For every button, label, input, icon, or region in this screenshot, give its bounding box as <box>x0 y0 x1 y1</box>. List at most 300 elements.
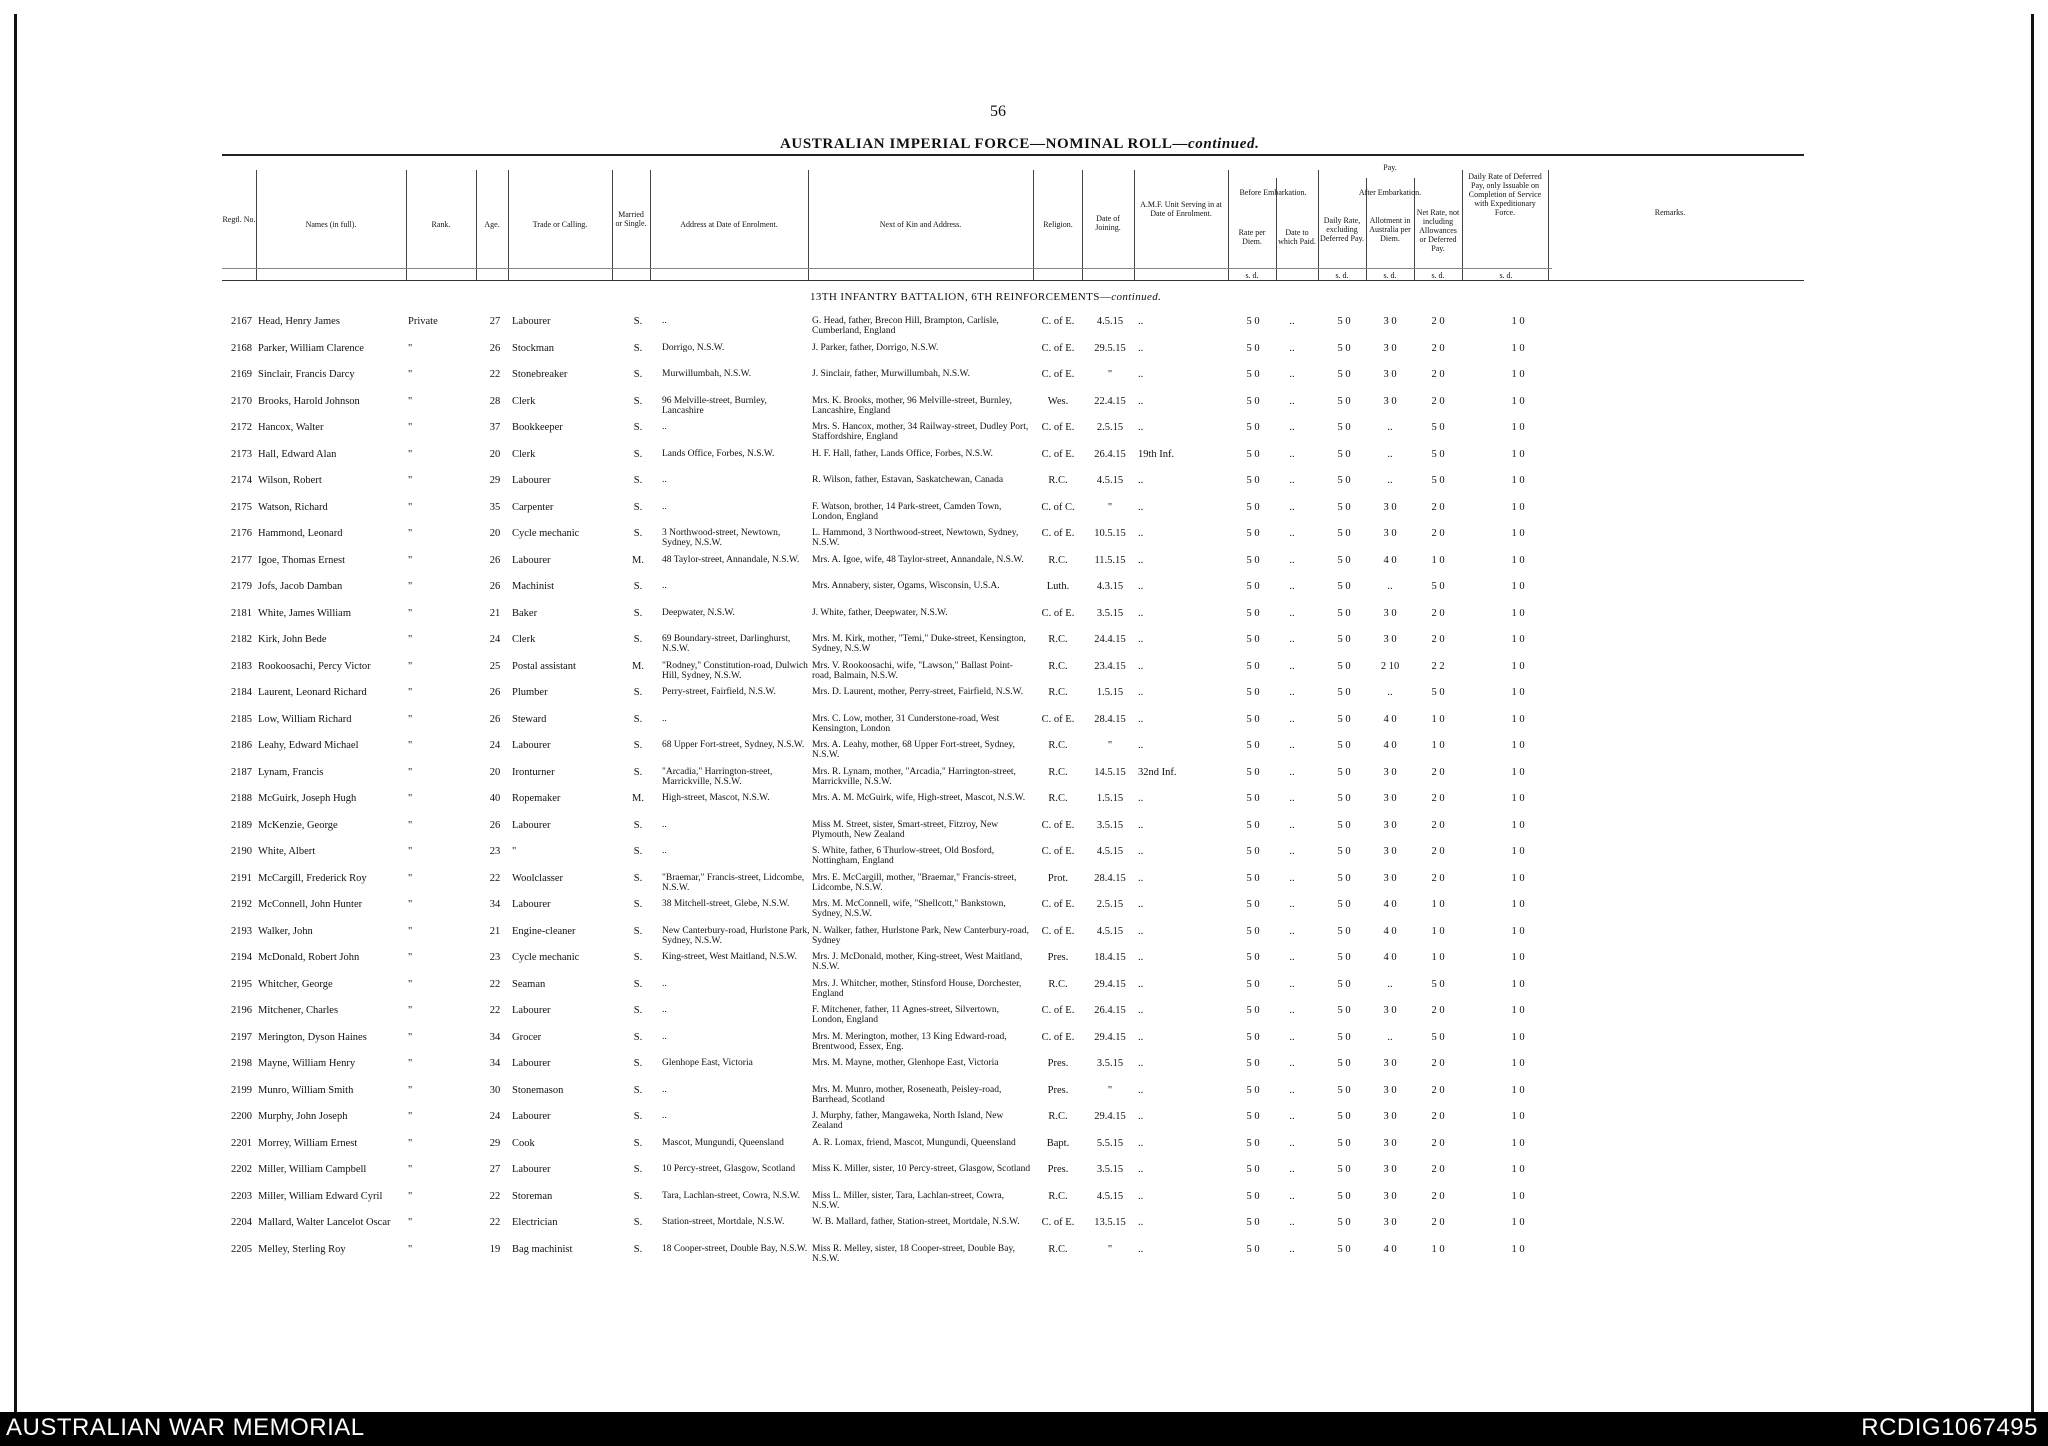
cell-rate-per-diem: 5 0 <box>1246 846 1260 857</box>
cell-trade: Stockman <box>512 342 554 354</box>
cell-religion: R.C. <box>1048 660 1068 672</box>
cell-trade: Engine-cleaner <box>512 925 576 937</box>
cell-daily-rate: 5 0 <box>1337 422 1351 433</box>
cell-age: 22 <box>489 1005 501 1016</box>
cell-trade: Ironturner <box>512 766 555 778</box>
cell-date-paid: .. <box>1289 952 1295 963</box>
cell-next-of-kin: G. Head, father, Brecon Hill, Brampton, Carlisle, Cumberland, England <box>812 316 999 336</box>
cell-deferred-rate: 1 0 <box>1511 501 1525 513</box>
cell-religion: R.C. <box>1048 766 1068 778</box>
cell-deferred-rate: 1 0 <box>1511 316 1525 327</box>
cell-allotment: .. <box>1387 687 1393 698</box>
table-row <box>0 475 2048 501</box>
cell-net-rate: 1 0 <box>1431 554 1445 566</box>
header-after-embarkation: After Embarkation. <box>1358 188 1422 197</box>
cell-religion: C. of E. <box>1041 1217 1075 1228</box>
cell-age: 26 <box>489 687 501 698</box>
cell-soldier-name: Igoe, Thomas Ernest <box>258 554 345 566</box>
column-divider <box>1033 170 1034 280</box>
cell-married-status: S. <box>633 740 643 751</box>
cell-next-of-kin: W. B. Mallard, father, Station-street, Mortdale, N.S.W. <box>812 1217 1020 1227</box>
cell-amf-unit: .. <box>1138 925 1144 937</box>
cell-enrolment-address: .. <box>662 581 667 591</box>
cell-net-rate: 2 0 <box>1431 607 1445 619</box>
header-regtl-no: Regtl. No. <box>222 215 256 224</box>
cell-rate-per-diem: 5 0 <box>1246 342 1260 354</box>
cell-amf-unit: .. <box>1138 395 1144 407</box>
cell-rate-per-diem: 5 0 <box>1246 501 1260 513</box>
cell-soldier-name: Jofs, Jacob Damban <box>258 581 343 592</box>
cell-rate-per-diem: 5 0 <box>1246 554 1260 566</box>
cell-religion: R.C. <box>1048 1111 1068 1122</box>
cell-rank: " <box>408 369 413 380</box>
cell-regtl-no: 2184 <box>231 687 252 698</box>
cell-rate-per-diem: 5 0 <box>1246 1190 1260 1202</box>
cell-date-paid: .. <box>1289 819 1295 831</box>
cell-amf-unit: .. <box>1138 713 1144 725</box>
cell-rate-per-diem: 5 0 <box>1246 766 1260 778</box>
cell-age: 28 <box>489 395 501 407</box>
cell-net-rate: 2 0 <box>1431 342 1445 354</box>
cell-date-joining: " <box>1107 369 1113 380</box>
cell-trade: Labourer <box>512 1058 551 1069</box>
table-row <box>0 634 2048 660</box>
cell-daily-rate: 5 0 <box>1337 819 1351 831</box>
cell-regtl-no: 2176 <box>231 528 252 539</box>
cell-enrolment-address: Deepwater, N.S.W. <box>662 607 735 618</box>
cell-trade: Labourer <box>512 740 551 751</box>
cell-date-joining: 28.4.15 <box>1094 872 1126 884</box>
cell-rank: " <box>408 1031 413 1043</box>
cell-daily-rate: 5 0 <box>1337 501 1351 513</box>
cell-daily-rate: 5 0 <box>1337 766 1351 778</box>
cell-date-joining: 14.5.15 <box>1094 766 1126 778</box>
cell-regtl-no: 2170 <box>231 395 252 407</box>
table-row <box>0 1005 2048 1031</box>
cell-regtl-no: 2174 <box>231 475 252 486</box>
cell-amf-unit: .. <box>1138 952 1144 963</box>
cell-date-joining: 22.4.15 <box>1094 395 1126 407</box>
cell-age: 24 <box>489 1111 501 1122</box>
cell-regtl-no: 2193 <box>231 925 252 937</box>
column-divider <box>612 170 613 280</box>
cell-allotment: .. <box>1387 978 1393 990</box>
cell-daily-rate: 5 0 <box>1337 793 1351 804</box>
cell-deferred-rate: 1 0 <box>1511 1111 1525 1122</box>
header-address: Address at Date of Enrolment. <box>680 220 778 229</box>
cell-amf-unit: .. <box>1138 1005 1144 1016</box>
cell-soldier-name: Hancox, Walter <box>258 422 324 433</box>
cell-date-joining: 3.5.15 <box>1096 819 1124 831</box>
cell-date-paid: .. <box>1289 713 1295 725</box>
table-row <box>0 1111 2048 1137</box>
cell-rank: " <box>408 1058 413 1069</box>
cell-date-joining: 29.4.15 <box>1094 1111 1126 1122</box>
cell-amf-unit: .. <box>1138 501 1144 513</box>
cell-regtl-no: 2190 <box>231 846 252 857</box>
header-date-paid: Date to which Paid. <box>1278 228 1316 246</box>
cell-date-paid: .. <box>1289 740 1295 751</box>
cell-regtl-no: 2185 <box>231 713 252 725</box>
cell-religion: R.C. <box>1048 634 1068 645</box>
cell-trade: Postal assistant <box>512 660 576 672</box>
cell-rate-per-diem: 5 0 <box>1246 740 1260 751</box>
cell-amf-unit: .. <box>1138 607 1144 619</box>
cell-rate-per-diem: 5 0 <box>1246 581 1260 592</box>
cell-daily-rate: 5 0 <box>1337 581 1351 592</box>
cell-deferred-rate: 1 0 <box>1511 554 1525 566</box>
cell-allotment: 3 0 <box>1383 1164 1397 1175</box>
cell-deferred-rate: 1 0 <box>1511 634 1525 645</box>
cell-date-joining: 4.5.15 <box>1096 475 1124 486</box>
cell-net-rate: 2 0 <box>1431 1005 1445 1016</box>
table-row <box>0 369 2048 395</box>
table-row <box>0 767 2048 793</box>
cell-net-rate: 2 0 <box>1431 395 1445 407</box>
cell-soldier-name: Mayne, William Henry <box>258 1058 356 1069</box>
cell-enrolment-address: .. <box>662 501 667 512</box>
cell-age: 20 <box>489 528 501 539</box>
cell-next-of-kin: Mrs. E. McCargill, mother, "Braemar," Francis-street, Lidcombe, N.S.W. <box>812 872 1017 893</box>
cell-allotment: 4 0 <box>1383 554 1397 566</box>
cell-soldier-name: Miller, William Edward Cyril <box>258 1190 383 1202</box>
cell-rate-per-diem: 5 0 <box>1246 872 1260 884</box>
cell-next-of-kin: Mrs. R. Lynam, mother, "Arcadia," Harrington-street, Marrickville, N.S.W. <box>812 766 1016 787</box>
cell-daily-rate: 5 0 <box>1337 1031 1351 1043</box>
unit-sd: s. d. <box>1245 271 1259 280</box>
cell-soldier-name: Munro, William Smith <box>258 1084 354 1096</box>
cell-enrolment-address: Glenhope East, Victoria <box>662 1058 753 1068</box>
cell-allotment: 4 0 <box>1383 952 1397 963</box>
cell-enrolment-address: 3 Northwood-street, Newtown, Sydney, N.S.W. <box>662 528 781 548</box>
cell-religion: Pres. <box>1047 1164 1069 1175</box>
cell-daily-rate: 5 0 <box>1337 660 1351 672</box>
cell-religion: Bapt. <box>1046 1137 1070 1149</box>
cell-date-paid: .. <box>1289 766 1295 778</box>
cell-married-status: S. <box>633 607 643 619</box>
cell-deferred-rate: 1 0 <box>1511 925 1525 937</box>
cell-date-joining: " <box>1107 740 1113 751</box>
cell-rank: " <box>408 793 413 804</box>
cell-allotment: 4 0 <box>1383 899 1397 910</box>
cell-trade: Electrician <box>512 1217 558 1228</box>
cell-enrolment-address: .. <box>662 1031 667 1042</box>
cell-trade: Grocer <box>512 1031 542 1043</box>
cell-age: 20 <box>489 448 501 460</box>
cell-trade: Seaman <box>512 978 546 990</box>
unit-sd: s. d. <box>1383 271 1397 280</box>
cell-rate-per-diem: 5 0 <box>1246 978 1260 990</box>
cell-married-status: S. <box>633 978 643 990</box>
cell-age: 26 <box>489 713 501 725</box>
cell-amf-unit: .. <box>1138 422 1144 433</box>
cell-allotment: 3 0 <box>1383 1190 1397 1202</box>
cell-regtl-no: 2205 <box>231 1243 252 1255</box>
cell-net-rate: 1 0 <box>1431 740 1445 751</box>
cell-rank: " <box>408 581 413 592</box>
cell-amf-unit: .. <box>1138 793 1144 804</box>
cell-net-rate: 5 0 <box>1431 581 1445 592</box>
cell-enrolment-address: Station-street, Mortdale, N.S.W. <box>662 1217 785 1227</box>
cell-trade: Woolclasser <box>512 872 564 884</box>
cell-religion: C. of E. <box>1041 899 1075 910</box>
cell-rank: " <box>408 528 413 539</box>
cell-religion: C. of E. <box>1041 1005 1075 1016</box>
cell-daily-rate: 5 0 <box>1337 475 1351 486</box>
cell-daily-rate: 5 0 <box>1337 1164 1351 1175</box>
cell-date-paid: .. <box>1289 554 1295 566</box>
cell-next-of-kin: Mrs. S. Hancox, mother, 34 Railway-street, Dudley Port, Staffordshire, England <box>812 422 1029 442</box>
cell-date-paid: .. <box>1289 395 1295 407</box>
cell-married-status: S. <box>633 766 643 778</box>
cell-enrolment-address: King-street, West Maitland, N.S.W. <box>662 952 797 962</box>
cell-next-of-kin: Mrs. M. McConnell, wife, "Shellcott," Bankstown, Sydney, N.S.W. <box>812 899 1006 919</box>
cell-allotment: .. <box>1387 422 1393 433</box>
cell-allotment: 3 0 <box>1383 1058 1397 1069</box>
cell-enrolment-address: 68 Upper Fort-street, Sydney, N.S.W. <box>662 740 805 750</box>
cell-deferred-rate: 1 0 <box>1511 395 1525 407</box>
cell-age: 26 <box>489 554 501 566</box>
cell-age: 21 <box>489 607 501 619</box>
cell-net-rate: 2 0 <box>1431 793 1445 804</box>
cell-enrolment-address: .. <box>662 846 667 856</box>
cell-date-joining: 29.5.15 <box>1094 342 1126 354</box>
cell-deferred-rate: 1 0 <box>1511 872 1525 884</box>
cell-soldier-name: McKenzie, George <box>258 819 338 831</box>
cell-date-joining: 3.5.15 <box>1096 1164 1124 1175</box>
cell-date-joining: 11.5.15 <box>1094 554 1126 566</box>
cell-soldier-name: Brooks, Harold Johnson <box>258 395 360 407</box>
cell-daily-rate: 5 0 <box>1337 1137 1351 1149</box>
cell-date-joining: 1.5.15 <box>1096 687 1124 698</box>
cell-net-rate: 2 0 <box>1431 872 1445 884</box>
column-divider <box>508 170 509 280</box>
cell-soldier-name: Murphy, John Joseph <box>258 1111 348 1122</box>
cell-next-of-kin: F. Mitchener, father, 11 Agnes-street, Silvertown, London, England <box>812 1005 1000 1025</box>
cell-enrolment-address: "Arcadia," Harrington-street, Marrickville, N.S.W. <box>662 766 773 787</box>
cell-date-paid: .. <box>1289 501 1295 513</box>
cell-amf-unit: .. <box>1138 1243 1144 1255</box>
cell-married-status: S. <box>633 687 643 698</box>
header-allotment: Allotment in Australia per Diem. <box>1369 216 1411 243</box>
cell-amf-unit: .. <box>1138 342 1144 354</box>
cell-married-status: S. <box>633 448 643 460</box>
header-daily-rate: Daily Rate, excluding Deferred Pay. <box>1320 216 1364 243</box>
cell-age: 40 <box>489 793 501 804</box>
cell-allotment: 3 0 <box>1383 1084 1397 1096</box>
cell-rate-per-diem: 5 0 <box>1246 713 1260 725</box>
cell-enrolment-address: 69 Boundary-street, Darlinghurst, N.S.W. <box>662 634 791 654</box>
cell-date-joining: " <box>1107 1243 1113 1255</box>
column-divider <box>1318 170 1319 280</box>
cell-regtl-no: 2167 <box>231 316 252 327</box>
cell-date-joining: 29.4.15 <box>1094 1031 1126 1043</box>
cell-date-paid: .. <box>1289 528 1295 539</box>
cell-date-paid: .. <box>1289 687 1295 698</box>
cell-daily-rate: 5 0 <box>1337 634 1351 645</box>
cell-married-status: S. <box>633 581 643 592</box>
table-row <box>0 581 2048 607</box>
cell-religion: R.C. <box>1048 978 1068 990</box>
cell-rate-per-diem: 5 0 <box>1246 475 1260 486</box>
cell-allotment: 3 0 <box>1383 1217 1397 1228</box>
cell-rank: " <box>408 422 413 433</box>
cell-rank: " <box>408 899 413 910</box>
cell-soldier-name: Walker, John <box>258 925 313 937</box>
cell-next-of-kin: L. Hammond, 3 Northwood-street, Newtown, Sydney, N.S.W. <box>812 528 1019 548</box>
page-title-continued: continued. <box>1188 136 1260 152</box>
table-row <box>0 1164 2048 1190</box>
cell-date-joining: 29.4.15 <box>1094 978 1126 990</box>
cell-rank: " <box>408 1243 413 1255</box>
cell-deferred-rate: 1 0 <box>1511 846 1525 857</box>
cell-date-paid: .. <box>1289 846 1295 857</box>
cell-date-joining: 1.5.15 <box>1096 793 1124 804</box>
cell-deferred-rate: 1 0 <box>1511 1031 1525 1043</box>
cell-married-status: S. <box>633 1137 643 1149</box>
cell-regtl-no: 2191 <box>231 872 252 884</box>
cell-allotment: 3 0 <box>1383 819 1397 831</box>
section-heading-continued: continued. <box>1111 291 1162 303</box>
cell-rank: " <box>408 713 413 725</box>
cell-daily-rate: 5 0 <box>1337 554 1351 566</box>
table-row <box>0 1191 2048 1217</box>
cell-deferred-rate: 1 0 <box>1511 475 1525 486</box>
cell-age: 21 <box>489 925 501 937</box>
cell-next-of-kin: Mrs. A. Leahy, mother, 68 Upper Fort-street, Sydney, N.S.W. <box>812 740 1015 760</box>
cell-enrolment-address: High-street, Mascot, N.S.W. <box>662 793 770 803</box>
cell-amf-unit: .. <box>1138 1137 1144 1149</box>
cell-married-status: S. <box>633 316 643 327</box>
cell-enrolment-address: 96 Melville-street, Burnley, Lancashire <box>662 395 767 416</box>
cell-married-status: S. <box>633 1190 643 1202</box>
cell-married-status: S. <box>633 872 643 884</box>
cell-date-paid: .. <box>1289 1031 1295 1043</box>
cell-enrolment-address: Tara, Lachlan-street, Cowra, N.S.W. <box>662 1190 801 1201</box>
cell-married-status: S. <box>633 713 643 725</box>
cell-allotment: 3 0 <box>1383 634 1397 645</box>
cell-rate-per-diem: 5 0 <box>1246 1084 1260 1096</box>
cell-allotment: 3 0 <box>1383 766 1397 778</box>
header-next-of-kin: Next of Kin and Address. <box>879 220 962 229</box>
table-row <box>0 502 2048 528</box>
cell-deferred-rate: 1 0 <box>1511 952 1525 963</box>
cell-trade: Steward <box>512 713 547 725</box>
cell-date-joining: " <box>1107 1084 1113 1096</box>
cell-daily-rate: 5 0 <box>1337 607 1351 619</box>
cell-date-joining: 2.5.15 <box>1096 899 1124 910</box>
cell-date-paid: .. <box>1289 1217 1295 1228</box>
table-row <box>0 873 2048 899</box>
cell-daily-rate: 5 0 <box>1337 395 1351 407</box>
cell-amf-unit: .. <box>1138 978 1144 990</box>
cell-soldier-name: Lynam, Francis <box>258 766 324 778</box>
cell-rate-per-diem: 5 0 <box>1246 1111 1260 1122</box>
cell-rank: " <box>408 872 413 884</box>
cell-soldier-name: Whitcher, George <box>258 978 333 990</box>
cell-soldier-name: Low, William Richard <box>258 713 352 725</box>
cell-rate-per-diem: 5 0 <box>1246 1031 1260 1043</box>
cell-net-rate: 1 0 <box>1431 713 1445 725</box>
cell-date-joining: 4.3.15 <box>1096 581 1124 592</box>
cell-next-of-kin: Mrs. A. Igoe, wife, 48 Taylor-street, Annandale, N.S.W. <box>812 554 1024 565</box>
cell-soldier-name: Morrey, William Ernest <box>258 1137 358 1149</box>
cell-religion: R.C. <box>1048 793 1068 804</box>
cell-amf-unit: .. <box>1138 899 1144 910</box>
cell-age: 22 <box>489 369 501 380</box>
table-row <box>0 1058 2048 1084</box>
cell-amf-unit: .. <box>1138 872 1144 884</box>
cell-deferred-rate: 1 0 <box>1511 899 1525 910</box>
cell-rate-per-diem: 5 0 <box>1246 1217 1260 1228</box>
cell-enrolment-address: .. <box>662 978 667 989</box>
cell-net-rate: 2 2 <box>1431 660 1445 672</box>
cell-married-status: S. <box>633 528 643 539</box>
header-net-rate: Net Rate, not including Allowances or Deferred Pay. <box>1416 208 1460 253</box>
cell-age: 34 <box>489 1031 501 1043</box>
cell-date-joining: 23.4.15 <box>1094 660 1126 672</box>
cell-net-rate: 2 0 <box>1431 1111 1445 1122</box>
cell-deferred-rate: 1 0 <box>1511 713 1525 725</box>
cell-soldier-name: Mallard, Walter Lancelot Oscar <box>258 1217 391 1228</box>
cell-daily-rate: 5 0 <box>1337 1190 1351 1202</box>
cell-next-of-kin: Mrs. M. Mayne, mother, Glenhope East, Victoria <box>812 1058 999 1068</box>
cell-next-of-kin: Mrs. K. Brooks, mother, 96 Melville-street, Burnley, Lancashire, England <box>812 395 1013 416</box>
cell-net-rate: 2 0 <box>1431 1058 1445 1069</box>
cell-date-paid: .. <box>1289 475 1295 486</box>
cell-date-paid: .. <box>1289 422 1295 433</box>
cell-trade: Baker <box>512 607 538 619</box>
cell-married-status: S. <box>633 475 643 486</box>
cell-net-rate: 5 0 <box>1431 448 1445 460</box>
cell-net-rate: 2 0 <box>1431 1084 1445 1096</box>
cell-married-status: S. <box>633 952 643 963</box>
table-row <box>0 608 2048 634</box>
cell-net-rate: 2 0 <box>1431 1217 1445 1228</box>
cell-daily-rate: 5 0 <box>1337 1243 1351 1255</box>
cell-trade: Cycle mechanic <box>512 952 580 963</box>
header-amf-unit: A.M.F. Unit Serving in at Date of Enrolment. <box>1140 200 1222 218</box>
cell-married-status: S. <box>633 925 643 937</box>
cell-soldier-name: Mitchener, Charles <box>258 1005 339 1016</box>
footer-record-id: RCDIG1067495 <box>1861 1414 2038 1441</box>
cell-deferred-rate: 1 0 <box>1511 1164 1525 1175</box>
cell-regtl-no: 2202 <box>231 1164 252 1175</box>
table-row <box>0 687 2048 713</box>
cell-rank: " <box>408 475 413 486</box>
cell-soldier-name: Watson, Richard <box>258 501 328 513</box>
cell-amf-unit: .. <box>1138 634 1144 645</box>
cell-rank: " <box>408 554 413 566</box>
section-heading-main: 13TH INFANTRY BATTALION, 6TH REINFORCEMENTS— <box>810 291 1112 303</box>
header-rank: Rank. <box>431 220 451 229</box>
cell-deferred-rate: 1 0 <box>1511 528 1525 539</box>
cell-date-paid: .. <box>1289 978 1295 990</box>
cell-religion: Wes. <box>1047 395 1069 407</box>
cell-rate-per-diem: 5 0 <box>1246 316 1260 327</box>
cell-regtl-no: 2197 <box>231 1031 252 1043</box>
cell-enrolment-address: .. <box>662 1084 667 1095</box>
cell-regtl-no: 2194 <box>231 952 252 963</box>
table-row <box>0 1032 2048 1058</box>
cell-married-status: S. <box>633 1058 643 1069</box>
cell-allotment: .. <box>1387 1031 1393 1043</box>
cell-net-rate: 1 0 <box>1431 952 1445 963</box>
cell-soldier-name: Head, Henry James <box>258 316 340 327</box>
cell-net-rate: 2 0 <box>1431 846 1445 857</box>
cell-age: 34 <box>489 899 501 910</box>
cell-age: 26 <box>489 581 501 592</box>
